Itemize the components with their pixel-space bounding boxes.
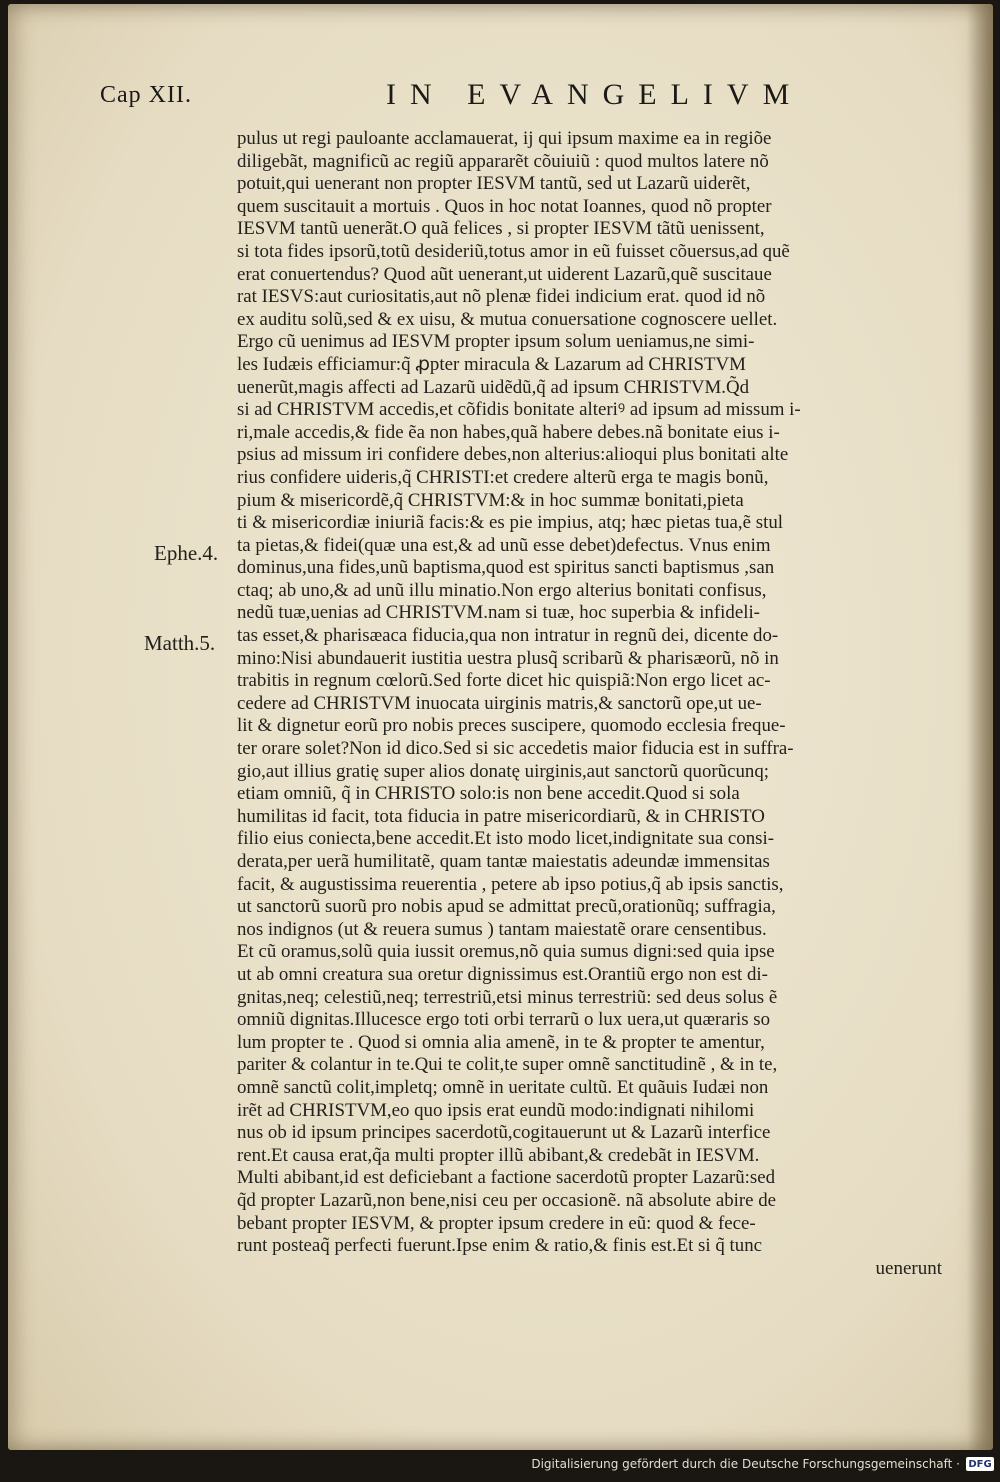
text-line: rat IESVS:aut curiositatis,aut nõ plenæ fidei indicium erat. quod id nõ [237, 286, 766, 308]
text-line: pium & misericordẽ,q̃ CHRISTVM:& in hoc summæ bonitati,pieta [237, 489, 744, 511]
text-line: rent.Et causa erat,q̃a multi propter illũ abibant,& credebãt in IESVM. [237, 1144, 760, 1166]
text-line: omniũ dignitas.Illucesce ergo toti orbi terrarũ o lux uera,ut quæraris so [237, 1009, 771, 1031]
text-line: humilitas id facit, tota fiducia in patre misericordiarũ, & in CHRISTO [237, 805, 765, 827]
dfg-logo-icon: DFG [966, 1457, 994, 1471]
text-line: quem suscitauit a mortuis . Quos in hoc notat Ioannes, quod nõ propter [237, 195, 772, 217]
text-line: rius confidere uideris,q̃ CHRISTI:et credere alterũ erga te magis bonũ, [237, 466, 769, 488]
text-line: Ergo cũ uenimus ad IESVM propter ipsum solum ueniamus,ne simi- [237, 331, 755, 353]
running-title: IN EVANGELIVM [386, 78, 804, 111]
text-line: runt posteaq̃ perfecti fuerunt.Ipse enim & ratio,& finis est.Et si q̃ tunc [237, 1235, 763, 1257]
text-line: psius ad missum iri confidere debes,non alterius:alioqui plus bonitati alte [237, 444, 789, 466]
text-line: omnẽ sanctũ colit,impletq; omnẽ in ueritate cultũ. Et quãuis Iudæi non [237, 1076, 769, 1098]
text-line: si ad CHRISTVM accedis,et cõfidis bonitate alteriꝰ ad ipsum ad missum i- [237, 399, 801, 421]
text-line: filio eius coniecta,bene accedit.Et isto modo licet,indignitate sua consi- [237, 828, 775, 850]
text-line: irẽt ad CHRISTVM,eo quo ipsis erat eundũ modo:indignati nihilomi [237, 1099, 755, 1121]
text-line: IESVM tantũ uenerãt.O quã felices , si propter IESVM tãtũ uenissent, [237, 218, 765, 240]
text-line: potuit,qui uenerant non propter IESVM tantũ, sed ut Lazarũ uiderẽt, [237, 173, 751, 195]
margin-note-ephesians: Ephe.4. [154, 541, 219, 565]
digitization-footer [531, 1454, 994, 1474]
text-line: lit & dignetur eorũ pro nobis preces suscipere, quomodo ecclesia freque- [237, 715, 786, 737]
text-line: tas esset,& pharisæaca fiducia,qua non intratur in regnũ dei, dicente do- [237, 625, 779, 647]
text-line: mino:Nisi abundauerit iustitia uestra plusq̃ scribarũ & pharisæorũ, nõ in [237, 647, 779, 669]
text-line: dominus,una fides,unũ baptisma,quod est spiritus sancti baptismus ,san [237, 557, 775, 579]
text-line: gnitas,neq; celestiũ,neq; terrestriũ,etsi minus terrestriũ: sed deus solus ẽ [237, 986, 778, 1008]
text-line: ta pietas,& fidei(quæ una est,& ad unũ esse debet)defectus. Vnus enim [237, 534, 771, 556]
text-line: etiam omniũ, q̃ in CHRISTO solo:is non bene accedit.Quod si sola [237, 783, 740, 805]
text-line: ut sanctorũ suorũ pro nobis apud se admittat precũ,orationũq; suffragia, [237, 896, 776, 918]
text-line: Et cũ oramus,solũ quia iussit oremus,nõ quia sumus digni:sed quia ipse [237, 941, 775, 963]
text-line: uenerũt,magis affecti ad Lazarũ uidẽdũ,q̃ ad ipsum CHRISTVM.Q̃d [237, 376, 750, 398]
text-line: bebant propter IESVM, & propter ipsum credere in eũ: quod & fece- [237, 1212, 756, 1234]
text-line: pariter & colantur in te.Qui te colit,te super omnẽ sanctitudinẽ , & in te, [237, 1054, 778, 1076]
text-line: derata,per uerã humilitatẽ, quam tantæ maiestatis adeundæ immensitas [237, 851, 770, 872]
text-line: ter orare solet?Non id dico.Sed si sic accedetis maior fiducia est in suffra- [237, 738, 794, 760]
text-line: ctaq; ab uno,& ad unũ illu minatio.Non ergo alterius bonitati confisus, [237, 579, 767, 601]
text-line: diligebãt, magnificũ ac regiũ appararẽt cõuiuiũ : quod multos latere nõ [237, 150, 769, 172]
text-line: si tota fides ipsorũ,totũ desideriũ,totus amor in eũ fuisset cõuersus,ad quẽ [237, 240, 790, 262]
text-line: ri,male accedis,& fide ẽa non habes,quã habere debes.nã bonitate eius i- [237, 421, 780, 443]
text-line: Multi abibant,id est deficiebant a factione sacerdotũ propter Lazarũ:sed [237, 1167, 776, 1189]
text-line: lum propter te . Quod si omnia alia amenẽ, in te & propter te amentur, [237, 1031, 765, 1053]
body-text [237, 128, 982, 1280]
text-line: trabitis in regnum cœlorũ.Sed forte dicet hic quispiã:Non ergo licet ac- [237, 670, 771, 692]
text-line: ut ab omni creatura sua oretur dignissimus est.Orantiũ ergo non est di- [237, 963, 768, 985]
text-line: les Iudæis efficiamur:q̃ ꝓpter miracula & Lazarum ad CHRISTVM [237, 353, 746, 375]
margin-note-matthew: Matth.5. [144, 631, 216, 655]
text-line: erat conuertendus? Quod aũt uenerant,ut uiderent Lazarũ,quẽ suscitaue [237, 263, 772, 285]
text-line: uenerunt [875, 1257, 942, 1279]
text-line: pulus ut regi pauloante acclamauerat, ij qui ipsum maxime ea in regiõe [237, 128, 772, 149]
text-line: gio,aut illius gratię super alios donatę uirginis,aut sanctorũ quorũcunq; [237, 760, 770, 782]
footer-credit: Digitalisierung gefördert durch die Deutsche Forschungsgemeinschaft · [531, 1457, 960, 1471]
text-line: cedere ad CHRISTVM inuocata uirginis matris,& sanctorũ ope,ut ue- [237, 692, 762, 714]
text-line: facit, & augustissima reuerentia , petere ab ipso potius,q̃ ab ipsis sanctis, [237, 873, 784, 895]
text-line: nos indignos (ut & reuera sumus ) tantam maiestatẽ orare censentibus. [237, 918, 767, 940]
text-line: nus ob id ipsum principes sacerdotũ,cogitauerunt ut & Lazarũ interfice [237, 1122, 771, 1144]
text-line: q̃d propter Lazarũ,non bene,nisi ceu per occasionẽ. nã absolute abire de [237, 1189, 777, 1211]
text-line: ex auditu solũ,sed & ex uisu, & mutua conuersatione cognoscere uellet. [237, 308, 778, 330]
chapter-header: Cap XII. [100, 82, 192, 108]
text-line: nedũ tuæ,uenias ad CHRISTVM.nam si tuæ, hoc superbia & infideli- [237, 602, 760, 624]
text-line: ti & misericordiæ iniuriã facis:& es pie impius, atq; hæc pietas tua,ẽ stul [237, 512, 783, 534]
book-page [8, 4, 993, 1450]
